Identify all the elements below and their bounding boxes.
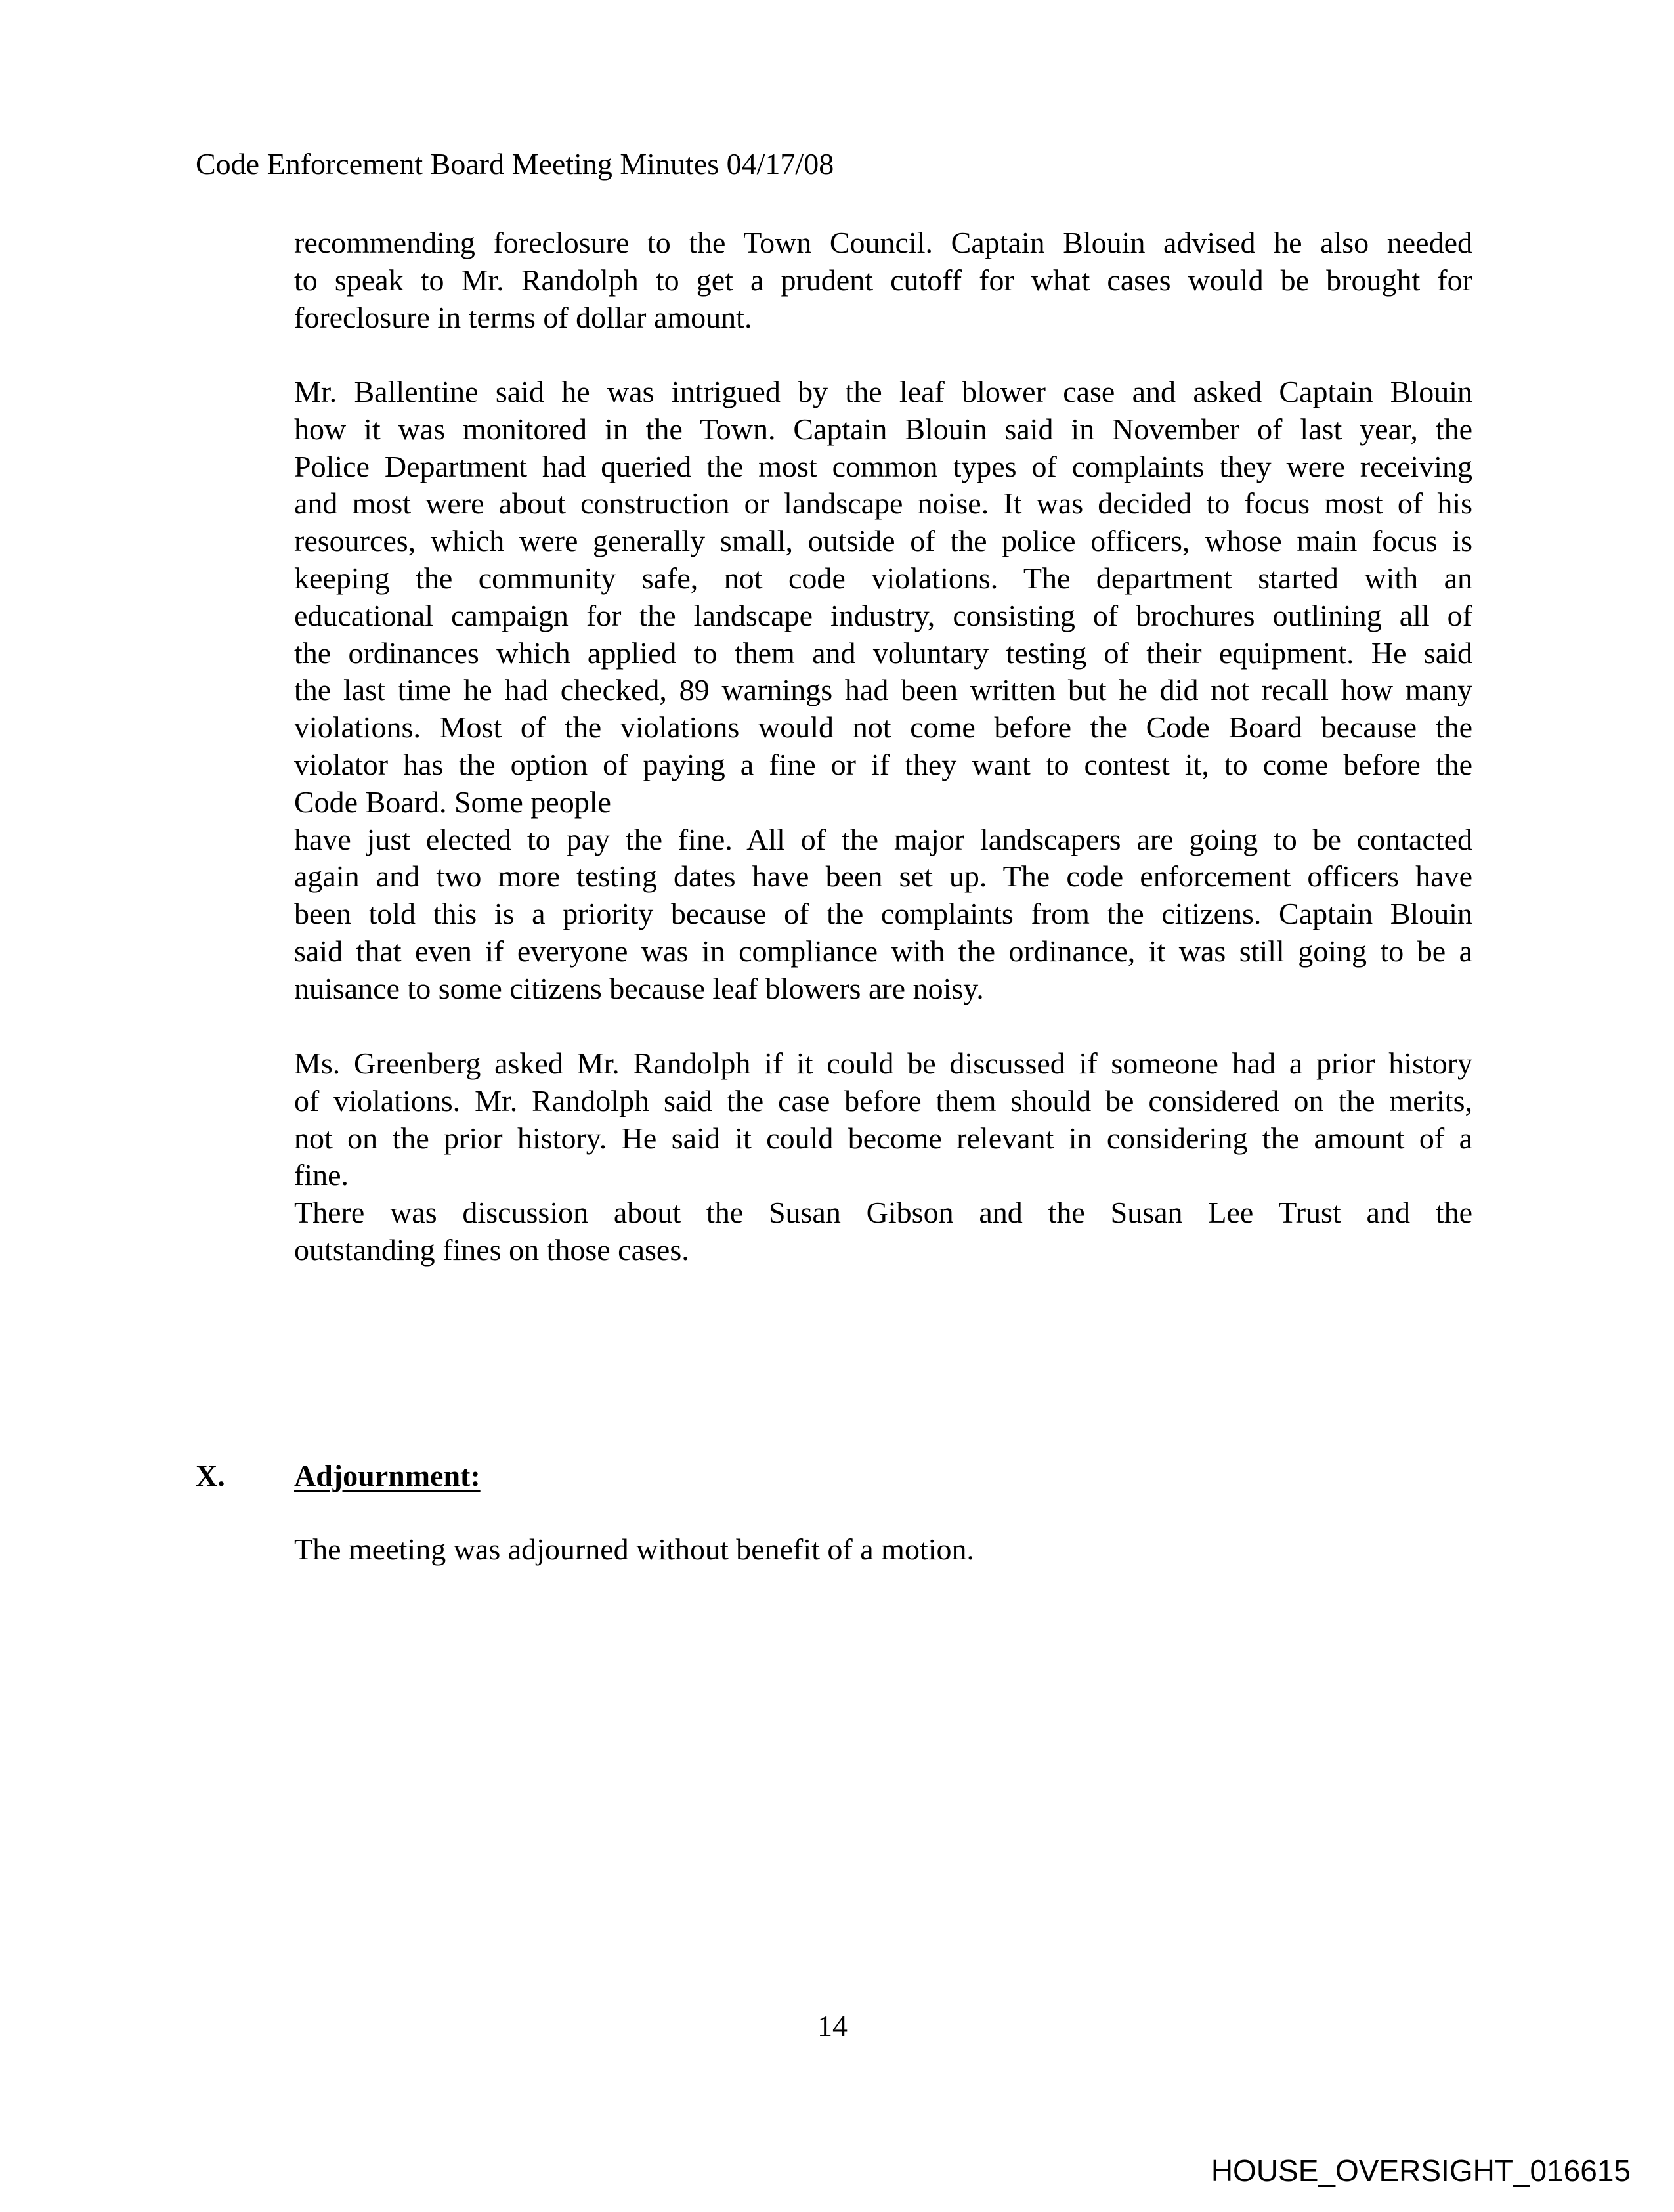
text-line: how it was monitored in the Town. Captain Blouin said in November of last year, the	[294, 412, 1472, 446]
text-line: Mr. Ballentine said he was intrigued by the leaf blower case and asked Captain Blouin	[294, 375, 1472, 408]
paragraph-leaf-blower	[294, 374, 1472, 1008]
text-line: violations. Most of the violations would not come before the Code Board because the	[294, 710, 1472, 745]
text-line: Ms. Greenberg asked Mr. Randolph if it could be discussed if someone had a prior history	[294, 1047, 1472, 1080]
text-line: nuisance to some citizens because leaf blowers are noisy.	[294, 971, 984, 1005]
section-number: X.	[196, 1459, 225, 1492]
paragraph-prior-history	[294, 1045, 1472, 1269]
text-line: the ordinances which applied to them and voluntary testing of their equipment. He said	[294, 636, 1472, 670]
text-line: said that even if everyone was in compliance with the ordinance, it was still going to be a	[294, 934, 1472, 968]
text-line: fine.	[294, 1158, 349, 1192]
paragraph-foreclosure	[294, 225, 1472, 336]
text-line: resources, which were generally small, outside of the police officers, whose main focus is	[294, 524, 1472, 558]
text-line: have just elected to pay the fine. All of the major landscapers are going to be contacted	[294, 822, 1472, 856]
text-line: violator has the option of paying a fine or if they want to contest it, to come before the	[294, 747, 1472, 781]
bates-stamp: HOUSE_OVERSIGHT_016615	[1211, 2154, 1631, 2188]
text-line: the last time he had checked, 89 warnings had been written but he did not recall how many	[294, 673, 1472, 707]
running-header: Code Enforcement Board Meeting Minutes 04/17/08	[196, 147, 834, 181]
text-line: Police Department had queried the most common types of complaints they were receiving	[294, 449, 1472, 483]
text-line: been told this is a priority because of the complaints from the citizens. Captain Blouin	[294, 897, 1472, 931]
text-line: not on the prior history. He said it could become relevant in considering the amount of a	[294, 1121, 1472, 1155]
text-line: and most were about construction or landscape noise. It was decided to focus most of his	[294, 487, 1472, 521]
text-line: keeping the community safe, not code violations. The department started with an	[294, 561, 1472, 595]
text-line: Code Board. Some people	[294, 785, 611, 819]
section-heading: Adjournment:	[294, 1459, 481, 1492]
section-body-text: The meeting was adjourned without benefit of a motion.	[294, 1532, 975, 1566]
text-line: outstanding fines on those cases.	[294, 1232, 689, 1267]
text-line: foreclosure in terms of dollar amount.	[294, 300, 752, 334]
text-line: to speak to Mr. Randolph to get a prudent cutoff for what cases would be brought for	[294, 263, 1472, 297]
page-number: 14	[817, 2009, 848, 2043]
text-line: educational campaign for the landscape industry, consisting of brochures outlining all of	[294, 598, 1472, 632]
text-line: recommending foreclosure to the Town Council. Captain Blouin advised he also needed	[294, 226, 1472, 259]
text-line: There was discussion about the Susan Gibson and the Susan Lee Trust and the	[294, 1196, 1472, 1230]
text-line: again and two more testing dates have been set up. The code enforcement officers have	[294, 859, 1472, 894]
text-line: of violations. Mr. Randolph said the case before them should be considered on the merits,	[294, 1083, 1472, 1117]
